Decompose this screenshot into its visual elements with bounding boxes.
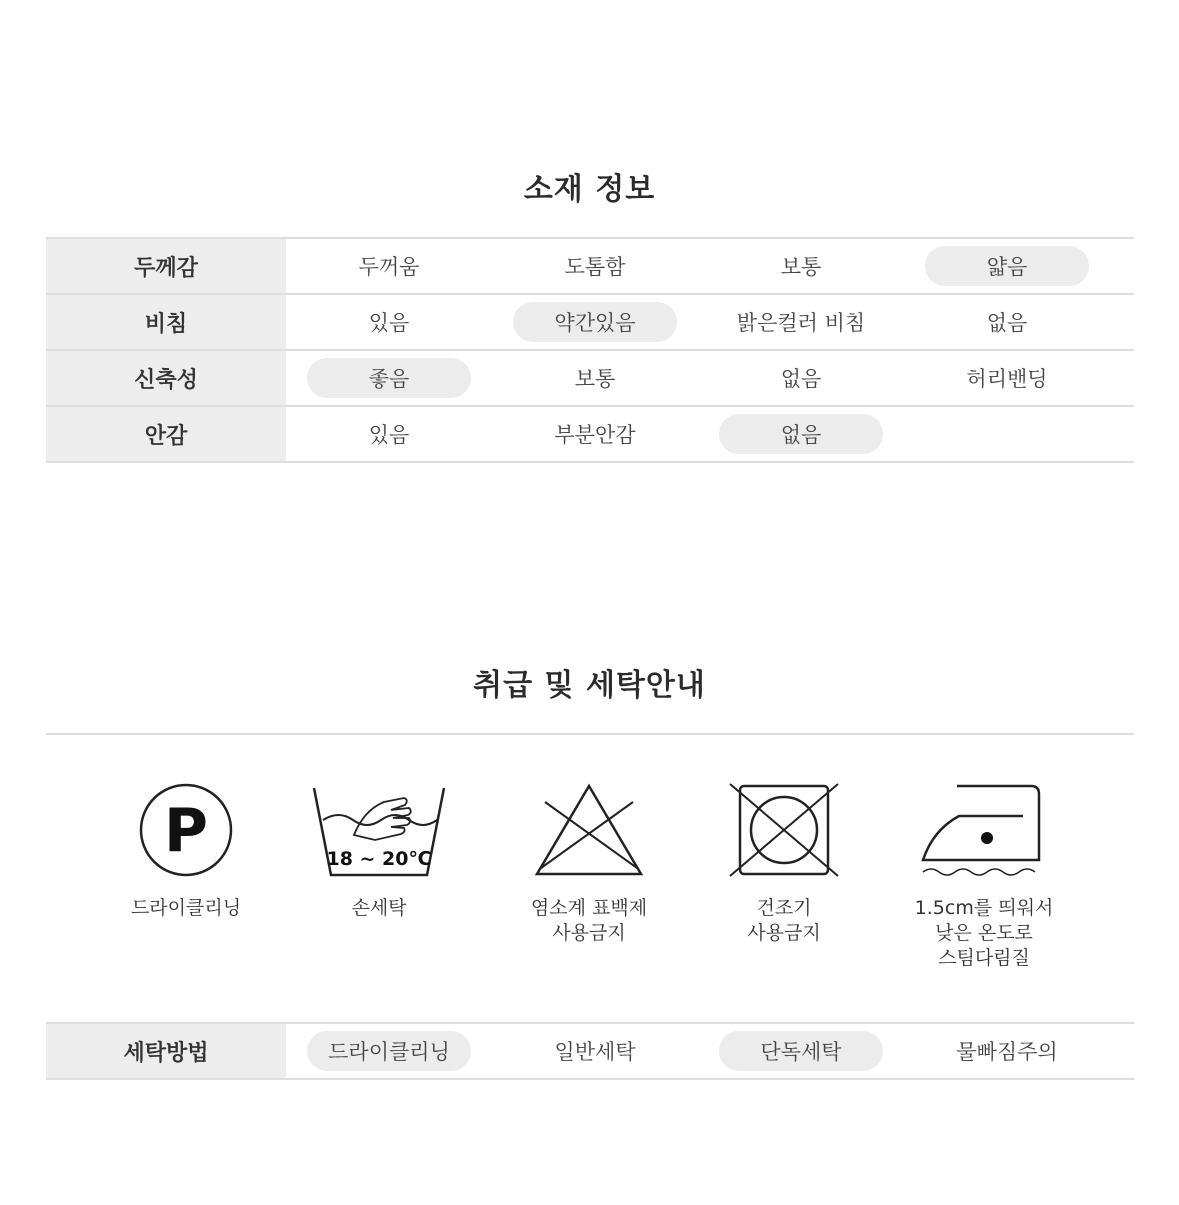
option-cell (698, 351, 904, 405)
option-cell (904, 239, 1110, 293)
option-cell (904, 1024, 1110, 1078)
option-cell (904, 295, 1110, 349)
hand-wash-temp: 18 ~ 20℃ (326, 848, 432, 870)
option: 물빠짐주의 (956, 1040, 1058, 1064)
row-header: 세탁방법 (46, 1024, 286, 1078)
hand-wash-icon (309, 780, 449, 880)
care-label-hand-wash: 손세탁 (351, 897, 407, 919)
option-cell (492, 407, 698, 461)
table-row (46, 351, 1134, 407)
option-selected: 좋음 (307, 358, 471, 398)
row-header: 신축성 (46, 351, 286, 405)
row-header: 안감 (46, 407, 286, 461)
care-item-hand-wash (279, 780, 479, 921)
care-label-no-tumble-dry: 건조기 사용금지 (747, 897, 821, 944)
no-tumble-dry-icon (724, 780, 844, 880)
option-selected: 단독세탁 (719, 1031, 883, 1071)
option-cell (698, 295, 904, 349)
option-cell (904, 351, 1110, 405)
table-row (46, 239, 1134, 295)
option-cell (286, 351, 492, 405)
material-info-table (46, 237, 1134, 463)
option-cell (904, 407, 1110, 461)
option: 없음 (986, 311, 1028, 335)
dry-clean-p-glyph: P (164, 796, 208, 866)
dry-clean-p-icon (136, 780, 236, 880)
option-cell (492, 351, 698, 405)
row-header: 두께감 (46, 239, 286, 293)
option: 있음 (368, 423, 410, 447)
care-label-dry-clean: 드라이클리닝 (130, 897, 242, 919)
care-guide-title: 취급 및 세탁안내 (473, 668, 706, 703)
option-cell (698, 407, 904, 461)
option-selected: 드라이클리닝 (307, 1031, 471, 1071)
option-cell (698, 1024, 904, 1078)
option-cell (492, 239, 698, 293)
option: 부분안감 (554, 423, 636, 447)
option-cell (492, 295, 698, 349)
option: 보통 (780, 255, 822, 279)
option-cell (286, 1024, 492, 1078)
option-selected: 약간있음 (513, 302, 677, 342)
iron-steam-icon (919, 780, 1049, 880)
material-info-title: 소재 정보 (523, 172, 656, 207)
option: 없음 (780, 367, 822, 391)
care-item-dry-clean (86, 780, 286, 921)
care-item-no-bleach (489, 780, 689, 946)
option-cell (698, 239, 904, 293)
option (925, 414, 1089, 454)
table-row (46, 1024, 1134, 1080)
option: 밝은컬러 비침 (736, 311, 866, 335)
care-icons (46, 780, 1134, 980)
option-cell (492, 1024, 698, 1078)
care-item-iron-steam (884, 780, 1084, 971)
option-cell (286, 295, 492, 349)
wash-method-table (46, 1022, 1134, 1080)
option-selected: 얇음 (925, 246, 1089, 286)
option: 일반세탁 (554, 1040, 636, 1064)
care-label-iron-steam: 1.5cm를 띄워서 낮은 온도로 스팀다림질 (914, 897, 1054, 969)
option: 있음 (368, 311, 410, 335)
option: 허리밴딩 (966, 367, 1048, 391)
row-header: 비침 (46, 295, 286, 349)
care-divider (46, 733, 1134, 735)
option-cell (286, 407, 492, 461)
option: 보통 (574, 367, 616, 391)
option-selected: 없음 (719, 414, 883, 454)
option: 도톰함 (564, 255, 626, 279)
option-cell (286, 239, 492, 293)
table-row (46, 295, 1134, 351)
care-label-no-bleach: 염소계 표백제 사용금지 (530, 897, 648, 944)
care-item-no-tumble-dry (684, 780, 884, 946)
option: 두꺼움 (358, 255, 420, 279)
table-row (46, 407, 1134, 463)
no-bleach-icon (529, 780, 649, 880)
